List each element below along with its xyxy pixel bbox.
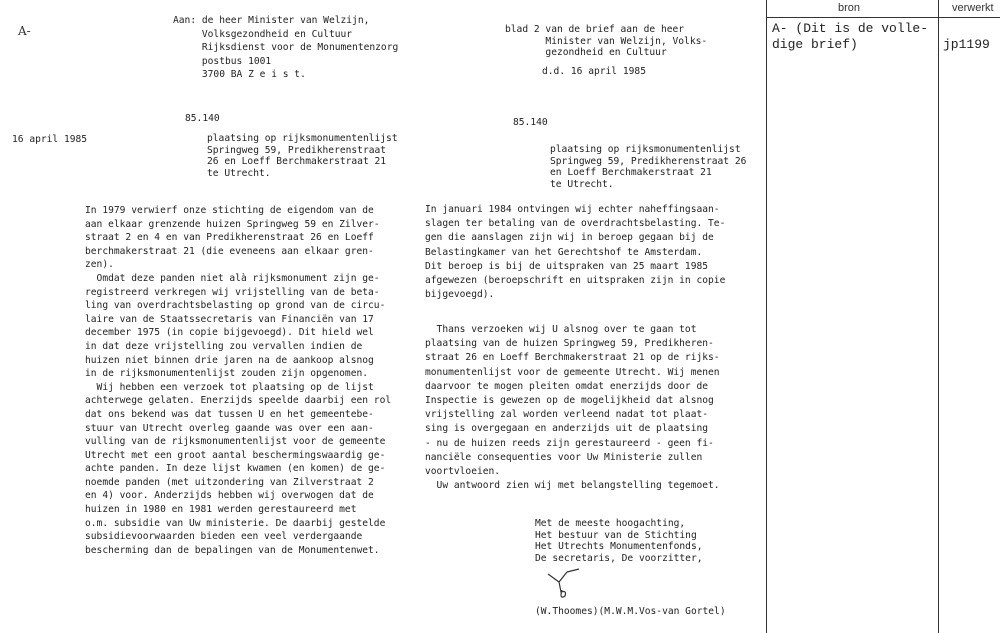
text-line: laire van de Staatssecretaris van Financiën van 17	[85, 313, 374, 325]
text-line: blad 2 van de brief aan de heer	[505, 24, 685, 35]
table-divider-left	[766, 0, 767, 633]
text-line: 3700 BA Z e i s t.	[173, 69, 306, 80]
text-line: Dit beroep is bij de uitspraken van 25 maart 1985	[425, 260, 709, 272]
subject-block	[207, 133, 398, 179]
text-line: te Utrecht.	[550, 178, 614, 190]
text-line: december 1975 (in copie bijgevoegd). Dit hield wel	[85, 327, 374, 339]
source-mark: A-	[18, 24, 31, 38]
text-line: huizen in 1980 en 1981 werden gerestaureerd met	[85, 504, 357, 516]
address-block	[173, 14, 398, 82]
text-line: monumentenlijst voor de gemeente Utrecht. Wij menen	[425, 366, 720, 378]
text-line: nanciële consequenties voor Uw Ministerie zullen	[425, 451, 703, 463]
text-line: afgewezen (beroepschrift en uitspraken zijn in copie	[425, 275, 726, 287]
text-line: straat 2 en 4 en van Predikherenstraat 26 en Loeff	[85, 232, 374, 244]
text-line: vrijstelling zal worden verleend nadat tot plaat-	[425, 409, 709, 421]
reference-number: 85.140	[185, 113, 220, 124]
table-header-rule	[766, 17, 1000, 18]
text-line: gezondheid en Cultuur	[505, 47, 667, 58]
text-line: slagen ter betaling van de overdrachtsbelasting. Te-	[425, 218, 726, 230]
text-line: noemde panden (met uitzondering van Zilverstraat 2	[85, 476, 374, 488]
text-line: Inspectie is gewezen op de mogelijkheid dat alsnog	[425, 395, 714, 407]
column-header-verwerkt: verwerkt	[952, 2, 994, 14]
text-line: vulling van de rijksmonumentenlijst voor de gemeente	[85, 436, 386, 448]
closing-block	[535, 518, 703, 564]
signature	[545, 568, 585, 604]
text-line: Belastingkamer van het Gerechtshof te Amsterdam.	[425, 246, 703, 258]
text-line: stuur van Utrecht overleg gaande was over een aan-	[85, 422, 374, 434]
text-line: 26 en Loeff Berchmakerstraat 21	[207, 156, 387, 167]
text-line: dat ons bekend was dat tussen U en het gemeentebe-	[85, 408, 374, 420]
text-line: Utrecht met een groot aantal beschermingswaardig ge-	[85, 449, 386, 461]
text-line: Thans verzoeken wij U alsnog over te gaan tot	[425, 324, 697, 335]
text-line: Springweg 59, Predikherenstraat	[207, 144, 387, 156]
verwerkt-cell: jp1199	[943, 37, 990, 52]
letter-date: 16 april 1985	[12, 134, 88, 145]
table-divider-right	[938, 0, 939, 633]
text-line: - nu de huizen reeds zijn gerestaureerd - geen fi-	[425, 437, 714, 449]
text-line: Springweg 59, Predikherenstraat 26	[550, 155, 747, 167]
text-line: plaatsing op rijksmonumentenlijst	[207, 133, 398, 144]
text-line: straat 26 en Loeff Berchmakerstraat 21 op de rijks-	[425, 352, 720, 364]
text-line: plaatsing op rijksmonumentenlijst	[550, 144, 741, 155]
page2-subject	[550, 144, 746, 190]
text-line: registreerd verkregen wij vrijstelling van de beta-	[85, 286, 380, 298]
letter-body-page1	[85, 204, 391, 557]
text-line: aan elkaar grenzende huizen Springweg 59 en Zilver-	[85, 218, 380, 230]
text-line: Aan: de heer Minister van Welzijn,	[173, 15, 370, 26]
text-line: en 4) voor. Anderzijds hebben wij overwogen dat de	[85, 490, 374, 502]
page2-paragraph-2	[425, 323, 720, 493]
text-line: o.m. subsidie van Uw ministerie. De daarbij gestelde	[85, 517, 386, 529]
text-line: achte panden. In deze lijst kwamen (en komen) de ge-	[85, 463, 386, 475]
text-line: dige brief)	[772, 37, 858, 52]
text-line: De secretaris, De voorzitter,	[535, 552, 703, 564]
signatory-names: (W.Thoomes)(M.W.M.Vos-van Gortel)	[535, 606, 726, 617]
text-line: Het Utrechts Monumentenfonds,	[535, 541, 703, 552]
text-line: subsidievoorwaarden bieden een veel verdergaande	[85, 531, 363, 543]
text-line: A- (Dit is de volle-	[772, 21, 929, 36]
page2-heading	[505, 24, 707, 59]
text-line: in de rijksmonumentenlijst zouden zijn opgenomen.	[85, 368, 369, 380]
text-line: gen die aanslagen zijn wij in beroep gegaan bij de	[425, 232, 714, 244]
page2-paragraph-1	[425, 203, 725, 302]
text-line: Het bestuur van de Stichting	[535, 529, 697, 541]
bron-cell	[772, 21, 928, 53]
text-line: huizen niet binnen drie jaren na de aankoop alsnog	[85, 354, 374, 366]
text-line: Minister van Welzijn, Volks-	[505, 35, 708, 47]
text-line: in dat deze vrijstelling zou vervallen indien de	[85, 340, 363, 352]
text-line: en Loeff Berchmakerstraat 21	[550, 167, 712, 178]
text-line: voortvloeien.	[425, 466, 501, 478]
text-line: berchmakerstraat 21 (die eveneens aan elkaar gren-	[85, 245, 374, 257]
text-line: postbus 1001	[173, 55, 272, 67]
text-line: sing is overgegaan en anderzijds uit de plaatsing	[425, 423, 709, 435]
text-line: Volksgezondheid en Cultuur	[173, 28, 353, 40]
text-line: achterwege gelaten. Enerzijds speelde daarbij een rol	[85, 395, 392, 407]
column-header-bron: bron	[838, 2, 861, 14]
page2-date: d.d. 16 april 1985	[542, 66, 646, 77]
text-line: Met de meeste hoogachting,	[535, 518, 686, 529]
text-line: zen).	[85, 259, 114, 271]
text-line: In januari 1984 ontvingen wij echter naheffingsaan-	[425, 204, 720, 215]
text-line: Uw antwoord zien wij met belangstelling tegemoet.	[425, 480, 720, 492]
text-line: In 1979 verwierf onze stichting de eigendom van de	[85, 205, 374, 216]
text-line: Wij hebben een verzoek tot plaatsing op de lijst	[85, 381, 374, 393]
text-line: ling van overdrachtsbelasting op grond van de circu-	[85, 300, 386, 312]
text-line: Omdat deze panden niet alà rijksmonument zijn ge-	[85, 272, 380, 284]
text-line: daarvoor te mogen pleiten omdat enerzijds door de	[425, 380, 709, 392]
text-line: bijgevoegd).	[425, 289, 495, 301]
text-line: te Utrecht.	[207, 167, 271, 179]
page2-reference: 85.140	[513, 117, 548, 128]
text-line: bescherming dan de bepalingen van de Monumentenwet.	[85, 544, 380, 556]
text-line: Rijksdienst voor de Monumentenzorg	[173, 42, 399, 53]
text-line: plaatsing van de huizen Springweg 59, Predikheren-	[425, 338, 714, 350]
